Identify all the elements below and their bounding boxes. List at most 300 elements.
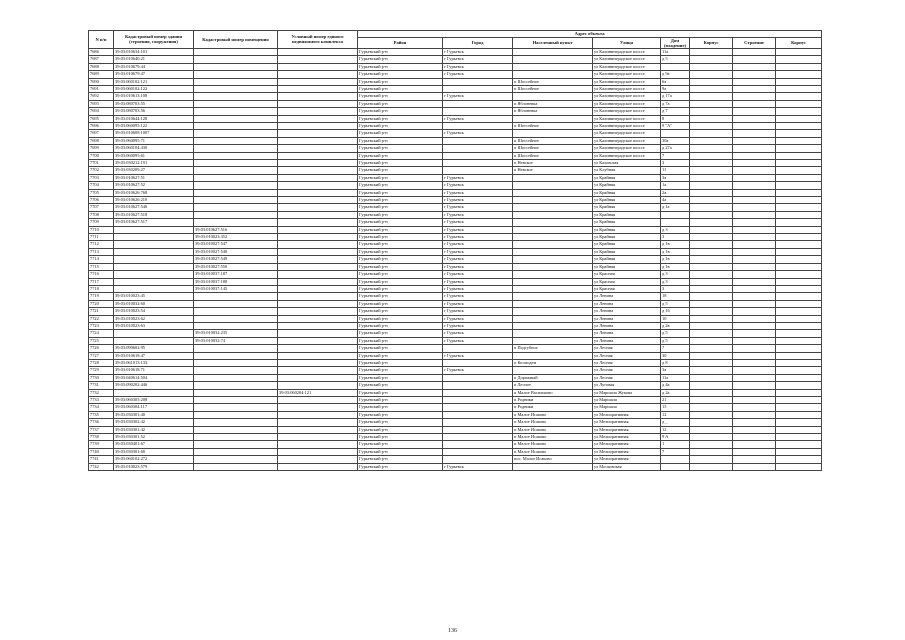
- cell-house: 3а: [661, 174, 690, 181]
- cell-empty: [690, 271, 733, 278]
- cell-empty: [776, 100, 822, 107]
- cell-settlement: п Шоссейное: [513, 145, 593, 152]
- cell-settlement: [513, 322, 593, 329]
- cell-district: Гурьевский р-н: [358, 137, 443, 144]
- cell-house: 9 А: [661, 434, 690, 441]
- cell-district: Гурьевский р-н: [358, 315, 443, 322]
- cell-empty: [690, 93, 733, 100]
- cell-cad-building: 39:03:010627:546: [114, 204, 194, 211]
- cell-empty: [733, 300, 776, 307]
- cell-row-number: 7732: [89, 389, 114, 396]
- cell-complex-number: [278, 197, 358, 204]
- cell-complex-number: [278, 367, 358, 374]
- cell-cad-premises: [194, 315, 278, 322]
- cell-street: ул Калининградское шоссе: [593, 122, 661, 129]
- cell-house: д 27а: [661, 145, 690, 152]
- table-row: [89, 441, 822, 448]
- cell-cad-building: 39:03:010023:579: [114, 463, 194, 470]
- cell-city: [443, 397, 513, 404]
- cell-row-number: 7691: [89, 85, 114, 92]
- header-house: Дом (владение): [661, 37, 690, 48]
- cell-city: г Гурьевск: [443, 197, 513, 204]
- table-row: [89, 174, 822, 181]
- cell-empty: [690, 359, 733, 366]
- cell-cad-premises: 39:03:010027:549: [194, 256, 278, 263]
- cell-settlement: [513, 189, 593, 196]
- cell-complex-number: [278, 426, 358, 433]
- cell-complex-number: [278, 85, 358, 92]
- cell-cad-building: 39:03:080703:56: [114, 108, 194, 115]
- cell-row-number: 7719: [89, 293, 114, 300]
- header-korpus: Корпус: [690, 37, 733, 48]
- cell-row-number: 7721: [89, 308, 114, 315]
- cell-row-number: 7701: [89, 160, 114, 167]
- cell-city: г Гурьевск: [443, 322, 513, 329]
- cell-empty: [776, 78, 822, 85]
- header-settlement: Населенный пункт: [513, 37, 593, 48]
- cell-row-number: 7709: [89, 219, 114, 226]
- cell-cad-premises: [194, 85, 278, 92]
- cell-row-number: 7722: [89, 315, 114, 322]
- cell-row-number: 7724: [89, 330, 114, 337]
- cell-cad-premises: [194, 322, 278, 329]
- cell-cad-building: 39:03:010023:54: [114, 308, 194, 315]
- cell-settlement: [513, 352, 593, 359]
- cell-empty: [733, 85, 776, 92]
- cell-cad-building: 39:03:030401:67: [114, 441, 194, 448]
- cell-house: 3: [661, 234, 690, 241]
- table-row: [89, 167, 822, 174]
- cell-empty: [690, 78, 733, 85]
- cell-cad-building: [114, 263, 194, 270]
- cell-house: д 8: [661, 359, 690, 366]
- cell-district: Гурьевский р-н: [358, 115, 443, 122]
- cell-empty: [690, 167, 733, 174]
- cell-cad-building: 39:03:010023:62: [114, 315, 194, 322]
- cell-row-number: 7738: [89, 434, 114, 441]
- table-row: [89, 197, 822, 204]
- cell-district: Гурьевский р-н: [358, 122, 443, 129]
- cell-empty: [733, 448, 776, 455]
- cell-street: ул Мелиоративная: [593, 441, 661, 448]
- cell-empty: [733, 315, 776, 322]
- cell-empty: [690, 374, 733, 381]
- cell-cad-premises: [194, 397, 278, 404]
- cell-complex-number: [278, 108, 358, 115]
- cell-city: г Гурьевск: [443, 234, 513, 241]
- cell-house: д 3: [661, 226, 690, 233]
- table-row: [89, 71, 822, 78]
- cell-district: Гурьевский р-н: [358, 197, 443, 204]
- cell-street: ул Калининградское шоссе: [593, 63, 661, 70]
- cell-complex-number: [278, 271, 358, 278]
- cell-empty: [776, 441, 822, 448]
- cell-empty: [733, 167, 776, 174]
- cell-empty: [733, 160, 776, 167]
- cell-empty: [776, 463, 822, 470]
- cell-empty: [690, 137, 733, 144]
- cell-house: 7: [661, 448, 690, 455]
- cell-cad-building: 39:03:030301:68: [114, 448, 194, 455]
- cell-empty: [690, 108, 733, 115]
- cell-cad-building: 39:03:030302:42: [114, 419, 194, 426]
- cell-empty: [690, 219, 733, 226]
- cell-empty: [776, 234, 822, 241]
- cell-empty: [690, 441, 733, 448]
- cell-street: ул Крайняя: [593, 256, 661, 263]
- cell-cad-building: 39:03:010627:518: [114, 211, 194, 218]
- table-row: [89, 271, 822, 278]
- cell-house: д 1в: [661, 241, 690, 248]
- table-row: [89, 389, 822, 396]
- cell-empty: [733, 256, 776, 263]
- cell-street: ул Калининградское шоссе: [593, 85, 661, 92]
- cell-district: Гурьевский р-н: [358, 263, 443, 270]
- cell-settlement: [513, 174, 593, 181]
- cell-cad-building: 39:03:060095:122: [114, 122, 194, 129]
- cell-settlement: [513, 234, 593, 241]
- cell-row-number: 7727: [89, 352, 114, 359]
- cell-row-number: 7700: [89, 152, 114, 159]
- cell-empty: [776, 130, 822, 137]
- cell-settlement: [513, 219, 593, 226]
- cell-house: 12: [661, 411, 690, 418]
- cell-street: ул Красная: [593, 285, 661, 292]
- cell-cad-premises: [194, 456, 278, 463]
- cell-district: Гурьевский р-н: [358, 308, 443, 315]
- cell-row-number: 7717: [89, 278, 114, 285]
- cell-district: Гурьевский р-н: [358, 108, 443, 115]
- cell-city: [443, 382, 513, 389]
- cell-cad-building: [114, 248, 194, 255]
- cell-district: Гурьевский р-н: [358, 234, 443, 241]
- cell-empty: [733, 122, 776, 129]
- cell-empty: [776, 426, 822, 433]
- cell-complex-number: [278, 330, 358, 337]
- cell-empty: [776, 434, 822, 441]
- cell-house: д 4а: [661, 382, 690, 389]
- cell-district: Гурьевский р-н: [358, 63, 443, 70]
- cell-city: [443, 122, 513, 129]
- cell-cad-premises: 39:03:010027:550: [194, 263, 278, 270]
- header-address: Адрес объекта: [358, 31, 822, 38]
- cell-city: г Гурьевск: [443, 300, 513, 307]
- cell-complex-number: [278, 448, 358, 455]
- cell-row-number: 7707: [89, 204, 114, 211]
- table-row: [89, 78, 822, 85]
- cell-settlement: п Шоссейное: [513, 137, 593, 144]
- cell-cad-building: 39:03:010644:128: [114, 115, 194, 122]
- cell-cad-building: 39:03:090602:95: [114, 345, 194, 352]
- cell-house: д 1в: [661, 256, 690, 263]
- table-row: [89, 256, 822, 263]
- cell-street: ул Ленина: [593, 322, 661, 329]
- cell-settlement: п Шоссейное: [513, 122, 593, 129]
- cell-settlement: п Малое Васильково: [513, 389, 593, 396]
- cell-empty: [776, 174, 822, 181]
- cell-empty: [776, 211, 822, 218]
- table-row: [89, 115, 822, 122]
- cell-district: Гурьевский р-н: [358, 345, 443, 352]
- cell-settlement: п Малое Исаково: [513, 448, 593, 455]
- cell-row-number: 7715: [89, 263, 114, 270]
- cell-district: Гурьевский р-н: [358, 404, 443, 411]
- cell-city: [443, 145, 513, 152]
- cell-empty: [690, 285, 733, 292]
- cell-complex-number: [278, 411, 358, 418]
- cell-complex-number: [278, 211, 358, 218]
- cell-street: ул Калининградское шоссе: [593, 71, 661, 78]
- cell-city: г Гурьевск: [443, 248, 513, 255]
- cell-street: ул Крайняя: [593, 182, 661, 189]
- cell-complex-number: [278, 63, 358, 70]
- cell-complex-number: [278, 308, 358, 315]
- cell-street: ул Маршала: [593, 404, 661, 411]
- table-row: [89, 345, 822, 352]
- cell-settlement: [513, 204, 593, 211]
- cell-empty: [690, 315, 733, 322]
- table-row: [89, 160, 822, 167]
- cell-empty: [733, 404, 776, 411]
- cell-street: ул Ленина: [593, 293, 661, 300]
- cell-street: ул Ленина: [593, 315, 661, 322]
- cell-empty: [733, 48, 776, 55]
- cell-house: 6а: [661, 78, 690, 85]
- cell-city: [443, 152, 513, 159]
- table-row: [89, 308, 822, 315]
- cell-cad-premises: [194, 160, 278, 167]
- cell-city: г Гурьевск: [443, 211, 513, 218]
- cell-street: ул Крайняя: [593, 211, 661, 218]
- cell-settlement: [513, 71, 593, 78]
- cell-complex-number: [278, 322, 358, 329]
- cell-cad-building: 39:03:010679:47: [114, 71, 194, 78]
- cell-street: ул Мелиоративная: [593, 411, 661, 418]
- cell-empty: [733, 182, 776, 189]
- cell-street: ул Калининградское шоссе: [593, 115, 661, 122]
- cell-street: ул Калининградское шоссе: [593, 48, 661, 55]
- cell-settlement: [513, 367, 593, 374]
- cell-settlement: п Малое Исаково: [513, 441, 593, 448]
- cell-complex-number: [278, 456, 358, 463]
- cell-complex-number: [278, 93, 358, 100]
- cell-cad-premises: 39:03:010627:516: [194, 226, 278, 233]
- cell-empty: [733, 382, 776, 389]
- cell-street: ул Мелиоративная: [593, 419, 661, 426]
- cell-house: д 1в: [661, 248, 690, 255]
- cell-row-number: 7696: [89, 122, 114, 129]
- cell-empty: [776, 197, 822, 204]
- cell-cad-building: 39:03:010608:1007: [114, 130, 194, 137]
- cell-empty: [733, 189, 776, 196]
- table-row: [89, 285, 822, 292]
- cell-cad-premises: [194, 300, 278, 307]
- cell-cad-premises: 39:03:010037:187: [194, 271, 278, 278]
- cell-empty: [733, 115, 776, 122]
- cell-row-number: 7705: [89, 189, 114, 196]
- table-row: [89, 397, 822, 404]
- cell-settlement: п Родники: [513, 397, 593, 404]
- cell-district: Гурьевский р-н: [358, 389, 443, 396]
- cell-settlement: [513, 315, 593, 322]
- cell-complex-number: [278, 160, 358, 167]
- cell-row-number: 7706: [89, 197, 114, 204]
- table-row: [89, 448, 822, 455]
- cell-empty: [690, 122, 733, 129]
- cell-empty: [776, 374, 822, 381]
- cell-cad-building: 39:03:030301:40: [114, 411, 194, 418]
- cell-district: Гурьевский р-н: [358, 204, 443, 211]
- cell-row-number: 7741: [89, 456, 114, 463]
- cell-street: ул Красная: [593, 271, 661, 278]
- cell-row-number: 7697: [89, 130, 114, 137]
- table-row: [89, 93, 822, 100]
- cell-empty: [733, 174, 776, 181]
- cell-row-number: 7711: [89, 234, 114, 241]
- cell-street: ул Крайняя: [593, 197, 661, 204]
- cell-street: ул Калининградское шоссе: [593, 93, 661, 100]
- cell-cad-building: 39:03:010640:21: [114, 56, 194, 63]
- cell-street: ул Луговая: [593, 382, 661, 389]
- cell-empty: [690, 174, 733, 181]
- cell-empty: [776, 48, 822, 55]
- cell-cad-premises: [194, 411, 278, 418]
- table-row: [89, 404, 822, 411]
- cell-house: д 2в: [661, 322, 690, 329]
- cell-city: [443, 456, 513, 463]
- cell-settlement: [513, 211, 593, 218]
- cell-settlement: [513, 337, 593, 344]
- cell-complex-number: [278, 278, 358, 285]
- table-row: [89, 330, 822, 337]
- cell-cad-premises: [194, 56, 278, 63]
- cell-district: Гурьевский р-н: [358, 167, 443, 174]
- cell-city: [443, 419, 513, 426]
- cell-empty: [690, 234, 733, 241]
- cell-row-number: 7695: [89, 115, 114, 122]
- cell-cad-building: 39:03:010627:52: [114, 182, 194, 189]
- cell-house: 11: [661, 167, 690, 174]
- cell-district: Гурьевский р-н: [358, 337, 443, 344]
- cell-district: Гурьевский р-н: [358, 145, 443, 152]
- page-number: 136: [448, 628, 457, 634]
- cell-city: г Гурьевск: [443, 367, 513, 374]
- cell-empty: [776, 411, 822, 418]
- cell-city: г Гурьевск: [443, 256, 513, 263]
- cell-empty: [776, 456, 822, 463]
- table-row: [89, 419, 822, 426]
- cell-city: [443, 160, 513, 167]
- cell-empty: [690, 48, 733, 55]
- cell-street: ул Калининградское шоссе: [593, 145, 661, 152]
- cell-street: ул Крайняя: [593, 189, 661, 196]
- cell-street: ул Лесная: [593, 345, 661, 352]
- cell-street: ул Красная: [593, 278, 661, 285]
- cell-district: Гурьевский р-н: [358, 48, 443, 55]
- cell-complex-number: [278, 293, 358, 300]
- cell-settlement: п Яблоневка: [513, 100, 593, 107]
- cell-settlement: [513, 293, 593, 300]
- cell-cad-premises: [194, 174, 278, 181]
- cell-empty: [733, 219, 776, 226]
- cell-street: ул Московская: [593, 463, 661, 470]
- table-row: [89, 367, 822, 374]
- cell-settlement: п Шоссейное: [513, 85, 593, 92]
- cell-house: 7: [661, 345, 690, 352]
- cell-house: 3а: [661, 367, 690, 374]
- cell-district: Гурьевский р-н: [358, 226, 443, 233]
- cell-empty: [776, 108, 822, 115]
- cell-empty: [776, 204, 822, 211]
- table-row: [89, 48, 822, 55]
- cell-complex-number: [278, 226, 358, 233]
- header-city: Город: [443, 37, 513, 48]
- cell-cad-building: 39:03:010023:45: [114, 293, 194, 300]
- cell-house: [661, 130, 690, 137]
- header-cad-premises: Кадастровый номер помещения: [194, 31, 278, 49]
- cell-empty: [690, 100, 733, 107]
- cell-city: г Гурьевск: [443, 337, 513, 344]
- cell-empty: [776, 322, 822, 329]
- cell-city: [443, 78, 513, 85]
- cell-empty: [733, 197, 776, 204]
- cell-house: д 3: [661, 278, 690, 285]
- cell-empty: [776, 278, 822, 285]
- cell-house: 21: [661, 397, 690, 404]
- cell-empty: [733, 71, 776, 78]
- cell-empty: [733, 322, 776, 329]
- cell-settlement: п Лесное: [513, 382, 593, 389]
- cell-complex-number: [278, 337, 358, 344]
- cell-cad-building: 39:03:010032:60: [114, 300, 194, 307]
- cell-cad-building: 39:03:030212:191: [114, 160, 194, 167]
- cell-settlement: п Невское: [513, 160, 593, 167]
- table-row: [89, 322, 822, 329]
- cell-empty: [776, 256, 822, 263]
- cell-house: 30: [661, 352, 690, 359]
- cell-city: г Гурьевск: [443, 130, 513, 137]
- cell-empty: [733, 100, 776, 107]
- cell-house: д 1а: [661, 204, 690, 211]
- table-row: [89, 241, 822, 248]
- cell-cad-building: [114, 241, 194, 248]
- cell-empty: [690, 389, 733, 396]
- cell-row-number: 7702: [89, 167, 114, 174]
- cell-row-number: 7737: [89, 426, 114, 433]
- cell-cad-building: [114, 226, 194, 233]
- cell-empty: [776, 93, 822, 100]
- cell-house: [661, 219, 690, 226]
- table-row: [89, 434, 822, 441]
- cell-house: д 9а: [661, 71, 690, 78]
- cell-complex-number: [278, 382, 358, 389]
- cell-empty: [690, 189, 733, 196]
- cell-empty: [690, 456, 733, 463]
- cell-empty: [690, 63, 733, 70]
- cell-settlement: п Дорожный: [513, 374, 593, 381]
- cell-empty: [733, 248, 776, 255]
- cell-empty: [690, 85, 733, 92]
- cell-cad-building: 39:03:060095:71: [114, 137, 194, 144]
- cell-complex-number: [278, 248, 358, 255]
- cell-empty: [733, 456, 776, 463]
- cell-district: Гурьевский р-н: [358, 352, 443, 359]
- cell-cad-premises: 39:03:010032:74: [194, 337, 278, 344]
- cell-house: 11а: [661, 48, 690, 55]
- cell-row-number: 7693: [89, 100, 114, 107]
- cell-complex-number: [278, 315, 358, 322]
- cell-cad-building: 39:03:061013:133: [114, 359, 194, 366]
